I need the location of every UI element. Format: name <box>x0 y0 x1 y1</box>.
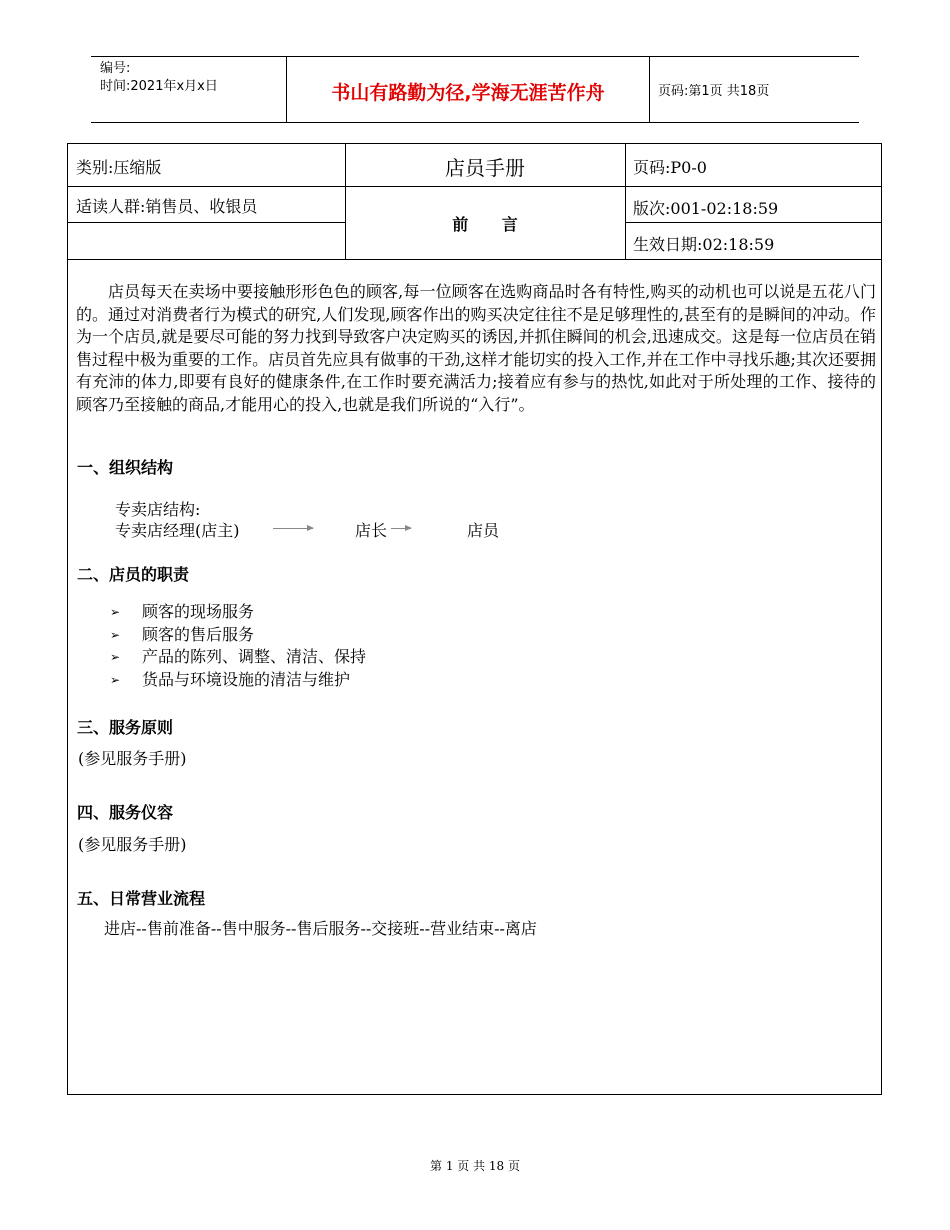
table-col-2 <box>625 143 626 259</box>
duty-text: 货品与环境设施的清洁与维护 <box>142 669 351 689</box>
duty-text: 顾客的售后服务 <box>142 624 255 644</box>
table-rule-3 <box>67 259 882 260</box>
duty-text: 产品的陈列、调整、清洁、保持 <box>142 647 367 666</box>
arrowhead-bullet-icon: ➢ <box>110 627 121 642</box>
right-arrow-icon <box>273 528 313 529</box>
section-3-note: (参见服务手册) <box>78 749 187 768</box>
intro-paragraph <box>76 281 876 416</box>
time-label: 时间:2021年x月x日 <box>100 79 218 94</box>
manual-title: 店员手册 <box>445 156 525 180</box>
number-label: 编号: <box>100 61 131 76</box>
list-item <box>110 601 366 624</box>
header-bottom-rule <box>91 122 859 123</box>
page-code-cell: 页码:P0-0 <box>633 158 707 177</box>
header-page-info: 页码:第1页 共18页 <box>658 84 770 99</box>
list-item <box>110 669 366 692</box>
role-store-lead: 店长 <box>355 521 388 540</box>
arrowhead-bullet-icon: ➢ <box>110 672 121 687</box>
duties-list <box>110 601 366 691</box>
right-arrow-icon <box>391 528 411 529</box>
table-rule-1 <box>67 186 882 187</box>
header-divider-2 <box>649 56 650 122</box>
list-item <box>110 624 366 647</box>
section-1-title: 一、组织结构 <box>77 458 174 477</box>
category-cell: 类别:压缩版 <box>76 158 162 177</box>
table-rule-2a <box>67 222 345 223</box>
version-cell: 版次:001-02:18:59 <box>633 199 779 218</box>
section-2-title: 二、店员的职责 <box>77 565 190 584</box>
structure-label: 专卖店结构: <box>115 500 201 519</box>
daily-flow: 进店--售前准备--售中服务--售后服务--交接班--营业结束--离店 <box>104 919 537 938</box>
section-4-title: 四、服务仪容 <box>77 803 174 822</box>
table-rule-2b <box>625 222 882 223</box>
header-meta <box>100 60 218 96</box>
duty-text: 顾客的现场服务 <box>142 602 255 621</box>
role-manager: 专卖店经理(店主) <box>115 521 240 540</box>
list-item <box>110 646 366 669</box>
header-motto: 书山有路勤为径,学海无涯苦作舟 <box>331 82 605 104</box>
section-3-title: 三、服务原则 <box>77 718 174 737</box>
section-4-note: (参见服务手册) <box>78 835 187 854</box>
audience-cell: 适读人群:销售员、收银员 <box>76 197 258 216</box>
effective-date-cell: 生效日期:02:18:59 <box>633 235 775 254</box>
role-clerk: 店员 <box>467 521 500 540</box>
arrowhead-bullet-icon: ➢ <box>110 650 121 664</box>
page-footer: 第 1 页 共 18 页 <box>430 1159 520 1173</box>
header-top-rule <box>91 56 859 57</box>
arrowhead-bullet-icon: ➢ <box>110 605 121 619</box>
section-name-cell: 前 言 <box>452 215 518 234</box>
intro-text: 店员每天在卖场中要接触形形色色的顾客,每一位顾客在选购商品时各有特性,购买的动机也可以说是五花八门的。通过对消费者行为模式的研究,人们发现,顾客作出的购买决定往往不是足够理性的,甚至有的是瞬间的冲动。作为一个店员,就是要尽可能的努力找到导致客户决定购买的诱因,并抓住瞬间的机会,迅速成交。这是每一位店员在销售过程中极为重要的工作。店员首先应具有做事的干劲,这样才能切实的投入工作,并在工作中寻找乐趣;其次还要拥有充沛的体力,即要有良好的健康条件,在工作时要充满活力;接着应有参与的热忱,如此对于所处理的工作、接待的顾客乃至接触的商品,才能用心的投入,也就是我们所说的“入行”。 <box>76 282 876 414</box>
section-5-title: 五、日常营业流程 <box>77 889 206 908</box>
